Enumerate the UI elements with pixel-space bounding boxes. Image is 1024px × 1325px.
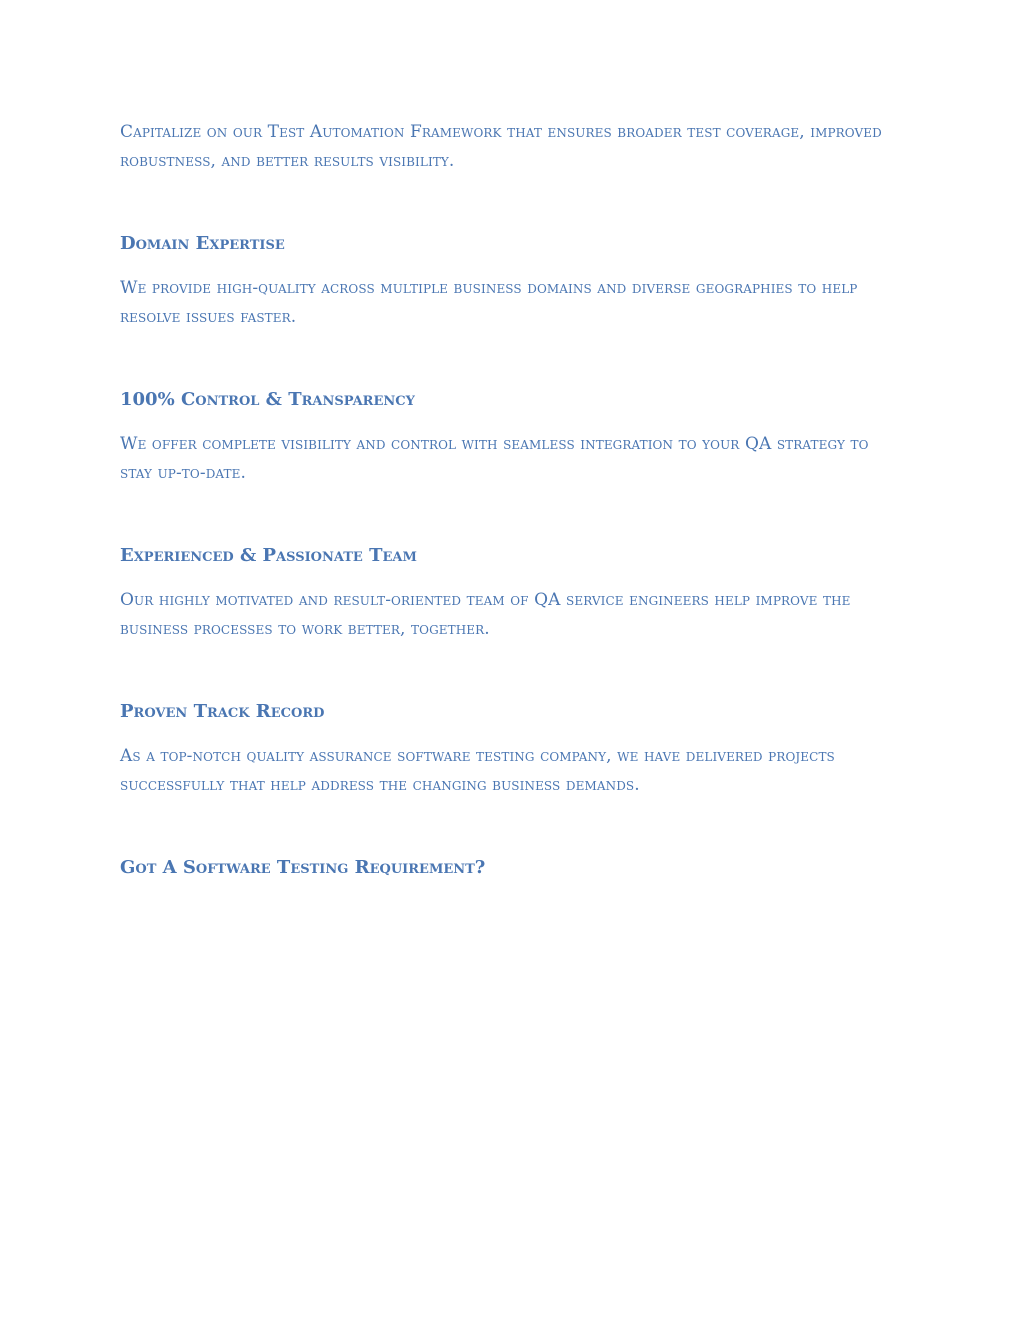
section-body-experienced-team: Our highly motivated and result-oriented team of QA service engineers help improve the business processes to work better, together. [120, 590, 851, 639]
document-page [120, 118, 900, 881]
section-body-track-record: As a top-notch quality assurance software testing company, we have delivered projects successfully that help address the changing business demands. [120, 746, 835, 795]
section-heading-control-transparency: 100% Control & Transparency [120, 389, 415, 410]
section-heading-domain-expertise: Domain Expertise [120, 233, 285, 254]
section-body-control-transparency: We offer complete visibility and control with seamless integration to your QA strategy to stay up-to-date. [120, 434, 869, 483]
closing-heading: Got A Software Testing Requirement? [120, 857, 486, 878]
section-heading-experienced-team: Experienced & Passionate Team [120, 545, 417, 566]
section-heading-track-record: Proven Track Record [120, 701, 325, 722]
intro-paragraph: Capitalize on our Test Automation Framework that ensures broader test coverage, improved robustness, and better results visibility. [120, 122, 882, 171]
section-body-domain-expertise: We provide high-quality across multiple business domains and diverse geographies to help resolve issues faster. [120, 278, 858, 327]
